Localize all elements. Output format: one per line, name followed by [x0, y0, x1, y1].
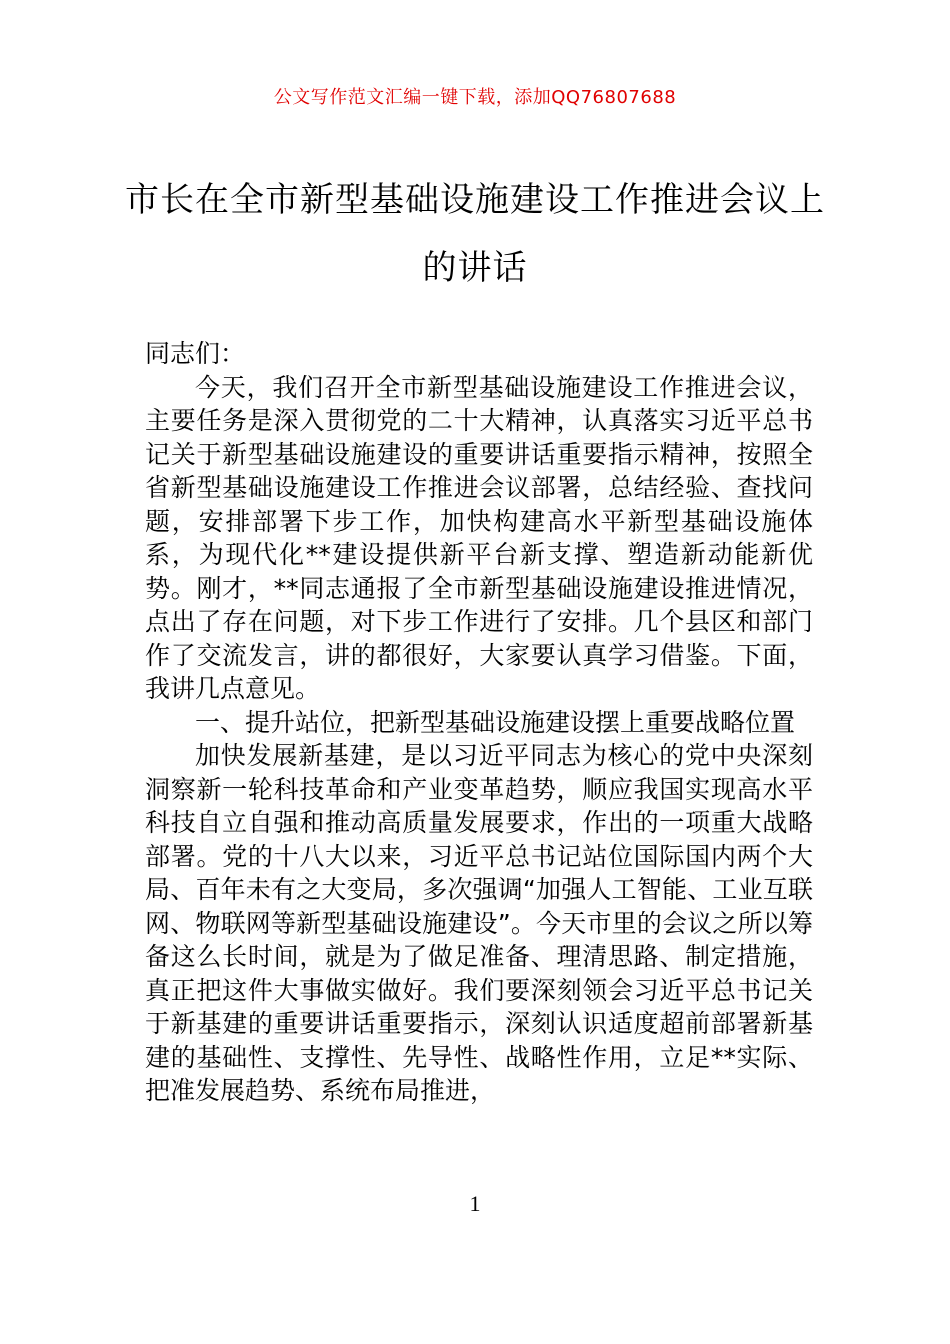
paragraph: 今天，我们召开全市新型基础设施建设工作推进会议，主要任务是深入贯彻党的二十大精神，认真落实习近平总书记关于新型基础设施建设的重要讲话重要指示精神，按照全省新型基础设施建设工作推进会议部署，总结经验、查找问题，安排部署下步工作，加快构建高水平新型基础设施体系，为现代化**建设提供新平台新支撑、塑造新动能新优势。刚才，**同志通报了全市新型基础设施建设推进情况，点出了存在问题，对下步工作进行了安排。几个县区和部门作了交流发言，讲的都很好，大家要认真学习借鉴。下面，我讲几点意见。 [145, 372, 813, 703]
document-body [145, 337, 813, 1108]
download-banner: 公文写作范文汇编一键下载，添加QQ76807688 [273, 87, 677, 108]
page-number: 1 [469, 1191, 481, 1216]
document-title: 市长在全市新型基础设施建设工作推进会议上的讲话 [125, 180, 825, 288]
greeting: 同志们： [145, 339, 246, 368]
paragraph: 加快发展新基建，是以习近平同志为核心的党中央深刻洞察新一轮科技革命和产业变革趋势，顺应我国实现高水平科技自立自强和推动高质量发展要求，作出的一项重大战略部署。党的十八大以来，习近平总书记站位国际国内两个大局、百年未有之大变局，多次强调“加强人工智能、工业互联网、物联网等新型基础设施建设”。今天市里的会议之所以筹备这么长时间，就是为了做足准备、理清思路、制定措施，真正把这件大事做实做好。我们要深刻领会习近平总书记关于新基建的重要讲话重要指示，深刻认识适度超前部署新基建的基础性、支撑性、先导性、战略性作用，立足**实际、把准发展趋势、系统布局推进， [145, 741, 813, 1105]
section-heading: 一、提升站位，把新型基础设施建设摆上重要战略位置 [195, 707, 796, 737]
